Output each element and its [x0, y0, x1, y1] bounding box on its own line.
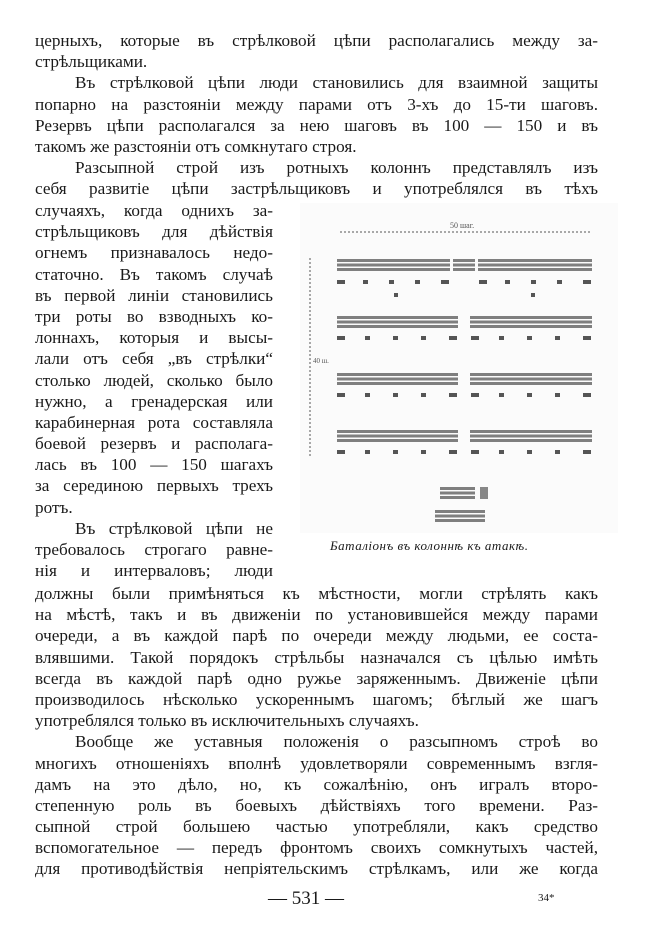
company-bar — [337, 373, 458, 376]
soldier-marker — [583, 393, 591, 397]
company-bar — [470, 382, 592, 385]
company-bar — [337, 378, 458, 381]
soldier-marker — [393, 336, 398, 340]
soldier-marker — [505, 280, 510, 284]
text-line: такомъ же разстояніи отъ сомкнутаго строя. — [35, 136, 357, 156]
text-line: себя развитіе цѣпи застрѣльщиковъ и употреблялся въ тѣхъ — [35, 179, 598, 199]
text-line: церныхъ, которые въ стрѣлковой цѣпи располагались между за- — [35, 31, 598, 50]
soldier-marker — [471, 393, 479, 397]
text-line: на мѣстѣ, такъ и въ движеніи по установившейся между парами — [35, 605, 598, 625]
company-bar — [453, 264, 475, 267]
text-line: боевой резервъ и располага- — [35, 434, 273, 454]
company-bar — [337, 435, 458, 438]
text-line: въ первой линіи становились — [35, 285, 273, 305]
soldier-marker — [557, 280, 562, 284]
company-bar — [337, 321, 458, 324]
text-line: многихъ отношеніяхъ вполнѣ удовлетворяли современнымъ взгля- — [35, 753, 598, 773]
company-bar — [337, 264, 450, 267]
text-line: ротъ. — [35, 497, 73, 517]
text-line: Въ стрѣлковой цѣпи не — [75, 518, 273, 538]
soldier-marker — [531, 280, 536, 284]
text-line: очереди, а въ каждой парѣ по очереди между людьми, ее соста- — [35, 626, 598, 646]
soldier-marker — [365, 393, 370, 397]
soldier-marker — [421, 450, 426, 454]
text-line: статочно. Въ такомъ случаѣ — [35, 264, 273, 284]
soldier-marker — [393, 450, 398, 454]
text-line: Резервъ цѣпи располагался за нею шаговъ въ 100 — 150 и въ — [35, 115, 598, 135]
soldier-marker — [555, 336, 560, 340]
text-line: стрѣльщиками. — [35, 52, 148, 72]
text-line: попарно на разстояніи между парами отъ 3-хъ до 15-ти шаговъ. — [35, 94, 598, 114]
text-line: столько людей, сколько было — [35, 370, 273, 390]
text-line: сыпной строй большею частью употребляли, какъ средство — [35, 817, 598, 837]
text-block-bottom — [35, 583, 598, 880]
company-bar — [337, 268, 450, 271]
text-line: Вообще же уставныя положенія о разсыпномъ строѣ во — [75, 732, 598, 752]
soldier-marker — [394, 293, 398, 297]
soldier-marker — [527, 336, 532, 340]
text-line: лась въ 100 — 150 шагахъ — [35, 455, 273, 475]
text-line: должны были примѣняться къ мѣстности, могли стрѣлять какъ — [35, 584, 598, 603]
soldier-marker — [365, 450, 370, 454]
soldier-marker — [337, 393, 345, 397]
soldier-marker — [471, 450, 479, 454]
company-bar — [337, 382, 458, 385]
reserve-bar — [440, 496, 475, 499]
soldier-marker — [449, 336, 457, 340]
text-line: всегда въ каждой парѣ одно ружье заряженнымъ. Движеніе цѣпи — [35, 668, 598, 688]
text-line: для противодѣйствія непріятельскимъ стрѣлкамъ, или же когда — [35, 859, 598, 879]
soldier-marker — [337, 336, 345, 340]
text-line: нужно, а гренадерская или — [35, 391, 273, 411]
soldier-marker — [583, 280, 591, 284]
soldier-marker — [527, 393, 532, 397]
text-line: три роты во взводныхъ ко- — [35, 306, 273, 326]
text-block-side-column — [35, 200, 273, 581]
reserve-bar — [435, 515, 485, 518]
company-bar — [470, 435, 592, 438]
company-bar — [337, 316, 458, 319]
soldier-marker — [365, 336, 370, 340]
text-line: лали отъ себя „въ стрѣлки“ — [35, 349, 273, 369]
text-line: вспомогательное — передъ фронтомъ своихъ сомкнутыхъ частей, — [35, 838, 598, 858]
company-bar — [470, 439, 592, 442]
text-line: стрѣльщиковъ для дѣйствія — [35, 222, 273, 242]
soldier-marker — [531, 293, 535, 297]
company-bar — [337, 439, 458, 442]
soldier-marker — [499, 450, 504, 454]
company-bar — [470, 325, 592, 328]
soldier-marker — [499, 336, 504, 340]
company-bar — [337, 430, 458, 433]
text-line: производилось нѣсколько ускореннымъ шагомъ; бѣглый же шагъ — [35, 689, 598, 709]
diagram-svg — [300, 203, 618, 533]
reserve-bar — [440, 492, 475, 495]
soldier-marker — [421, 393, 426, 397]
text-line: за серединою первыхъ трехъ — [35, 476, 273, 496]
text-block-top — [35, 30, 598, 200]
company-bar — [470, 430, 592, 433]
reserve-bar — [440, 487, 475, 490]
soldier-marker — [449, 450, 457, 454]
text-line: лоннахъ, которыя и высы- — [35, 328, 273, 348]
company-bar — [470, 316, 592, 319]
text-line: степенную роль въ боевыхъ дѣйствіяхъ того времени. Раз- — [35, 795, 598, 815]
text-line: случаяхъ, когда одниxъ за- — [35, 201, 273, 220]
width-label: 50 шаг. — [450, 221, 475, 230]
company-bar — [337, 259, 450, 262]
printer-signature: 34* — [538, 892, 555, 904]
company-bar — [478, 268, 592, 271]
depth-label: 40 ш. — [313, 357, 329, 365]
text-line: дамъ на это дѣло, но, къ сожалѣнію, онъ игралъ второ- — [35, 774, 598, 794]
text-line: употреблялся только въ исключительныхъ случаяхъ. — [35, 711, 419, 731]
soldier-marker — [555, 393, 560, 397]
soldier-marker — [555, 450, 560, 454]
battalion-column-diagram — [300, 203, 618, 533]
soldier-marker — [449, 393, 457, 397]
soldier-marker — [471, 336, 479, 340]
soldier-marker — [527, 450, 532, 454]
company-bar — [453, 268, 475, 271]
text-line: огнемъ признавалось недо- — [35, 243, 273, 263]
company-bar — [478, 264, 592, 267]
company-bar — [337, 325, 458, 328]
company-bar — [453, 259, 475, 262]
soldier-marker — [583, 450, 591, 454]
soldier-marker — [363, 280, 368, 284]
soldier-marker — [479, 280, 487, 284]
soldier-marker — [337, 280, 345, 284]
reserve-bar — [435, 519, 485, 522]
text-line: Въ стрѣлковой цѣпи люди становились для взаимной защиты — [75, 73, 598, 93]
figure-caption: Баталіонъ въ колоннѣ къ атакѣ. — [330, 538, 529, 553]
text-line: карабинерная рота составляла — [35, 412, 273, 432]
soldier-marker — [415, 280, 420, 284]
soldier-marker — [393, 393, 398, 397]
soldier-marker — [337, 450, 345, 454]
company-bar — [478, 259, 592, 262]
company-bar — [470, 373, 592, 376]
company-bar — [470, 321, 592, 324]
company-bar — [470, 378, 592, 381]
soldier-marker — [499, 393, 504, 397]
text-line: влявшими. Такой порядокъ стрѣльбы назначался съ цѣлью имѣть — [35, 647, 598, 667]
soldier-marker — [583, 336, 591, 340]
text-line: требовалось строгаго равне- — [35, 540, 273, 559]
reserve-bar — [435, 510, 485, 513]
soldier-marker — [389, 280, 394, 284]
reserve-flag — [480, 487, 488, 499]
text-line: нія и интерваловъ; люди — [35, 561, 273, 581]
page-number: — 531 — — [268, 888, 344, 909]
text-line: Разсыпной строй изъ ротныхъ колоннъ представлялъ изъ — [75, 158, 598, 178]
soldier-marker — [421, 336, 426, 340]
soldier-marker — [441, 280, 449, 284]
